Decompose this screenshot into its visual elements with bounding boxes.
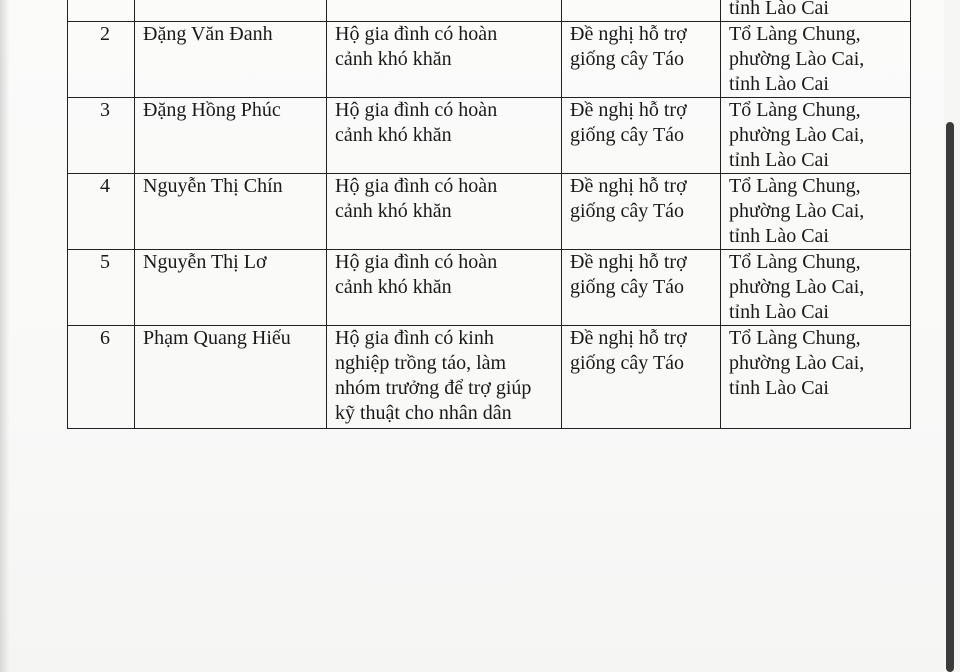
status-line: Hộ gia đình có hoàn [335,251,498,273]
request-cell [562,326,721,429]
address-line: Tổ Làng Chung, [729,23,861,45]
status-line: cảnh khó khăn [335,48,452,70]
name-cell: Phạm Quang Hiếu [135,326,327,429]
stt-cell: 2 [68,22,135,98]
name-cell: Đặng Hồng Phúc [135,98,327,174]
status-cell [327,250,562,326]
address-line: tỉnh Lào Cai [729,377,829,399]
status-cell [327,326,562,429]
status-line: Hộ gia đình có hoàn [335,175,498,197]
table-row [68,98,911,174]
request-line: giống cây Táo [570,124,685,146]
request-line: Đề nghị hỗ trợ [570,251,687,273]
status-cell [327,174,562,250]
beneficiary-table [67,0,911,429]
table-row [68,326,911,429]
address-cell [721,326,911,429]
scrollbar-thumb[interactable] [946,122,954,672]
address-cell [721,98,911,174]
request-line: Đề nghị hỗ trợ [570,327,687,349]
request-cell [562,250,721,326]
address-cell [721,250,911,326]
address-line: phường Lào Cai, [729,352,865,374]
status-line: Hộ gia đình có kinh [335,327,494,349]
address-line: phường Lào Cai, [729,48,865,70]
status-cell [327,0,562,22]
name-cell: Nguyễn Thị Chín [135,174,327,250]
page-edge-shadow [0,0,10,672]
address-line: phường Lào Cai, [729,124,865,146]
address-line: phường Lào Cai, [729,200,865,222]
table-row [68,0,911,22]
address-line: tỉnh Lào Cai [729,149,829,171]
status-cell [327,22,562,98]
request-cell [562,22,721,98]
address-line: tỉnh Lào Cai [729,73,829,95]
address-cell [721,174,911,250]
request-line: Đề nghị hỗ trợ [570,99,687,121]
request-cell [562,174,721,250]
request-cell [562,98,721,174]
name-cell: Nguyễn Thị Lơ [135,250,327,326]
status-line: Hộ gia đình có hoàn [335,23,498,45]
address-cell [721,0,911,22]
status-cell [327,98,562,174]
stt-cell [68,0,135,22]
table-row [68,22,911,98]
address-line: Tổ Làng Chung, [729,175,861,197]
name-cell: Đặng Văn Đanh [135,22,327,98]
status-line: nhóm trưởng để trợ giúp [335,377,532,399]
request-line: giống cây Táo [570,200,685,222]
table-row [68,250,911,326]
stt-cell: 4 [68,174,135,250]
address-cell [721,22,911,98]
name-cell [135,0,327,22]
address-line: Tổ Làng Chung, [729,327,861,349]
request-line: giống cây Táo [570,48,685,70]
status-line: cảnh khó khăn [335,200,452,222]
address-line: tỉnh Lào Cai [729,225,829,247]
stt-cell: 3 [68,98,135,174]
status-line: cảnh khó khăn [335,124,452,146]
address-line: tỉnh Lào Cai [729,301,829,323]
stt-cell: 5 [68,250,135,326]
status-line: cảnh khó khăn [335,276,452,298]
status-line: nghiệp trồng táo, làm [335,352,507,374]
table-row [68,174,911,250]
request-line: Đề nghị hỗ trợ [570,23,687,45]
request-line: giống cây Táo [570,276,685,298]
stt-cell: 6 [68,326,135,429]
address-line: tỉnh Lào Cai [729,0,829,19]
request-cell [562,0,721,22]
address-line: Tổ Làng Chung, [729,99,861,121]
address-line: phường Lào Cai, [729,276,865,298]
request-line: Đề nghị hỗ trợ [570,175,687,197]
status-line: Hộ gia đình có hoàn [335,99,498,121]
request-line: giống cây Táo [570,352,685,374]
address-line: Tổ Làng Chung, [729,251,861,273]
status-line: kỹ thuật cho nhân dân [335,402,512,424]
